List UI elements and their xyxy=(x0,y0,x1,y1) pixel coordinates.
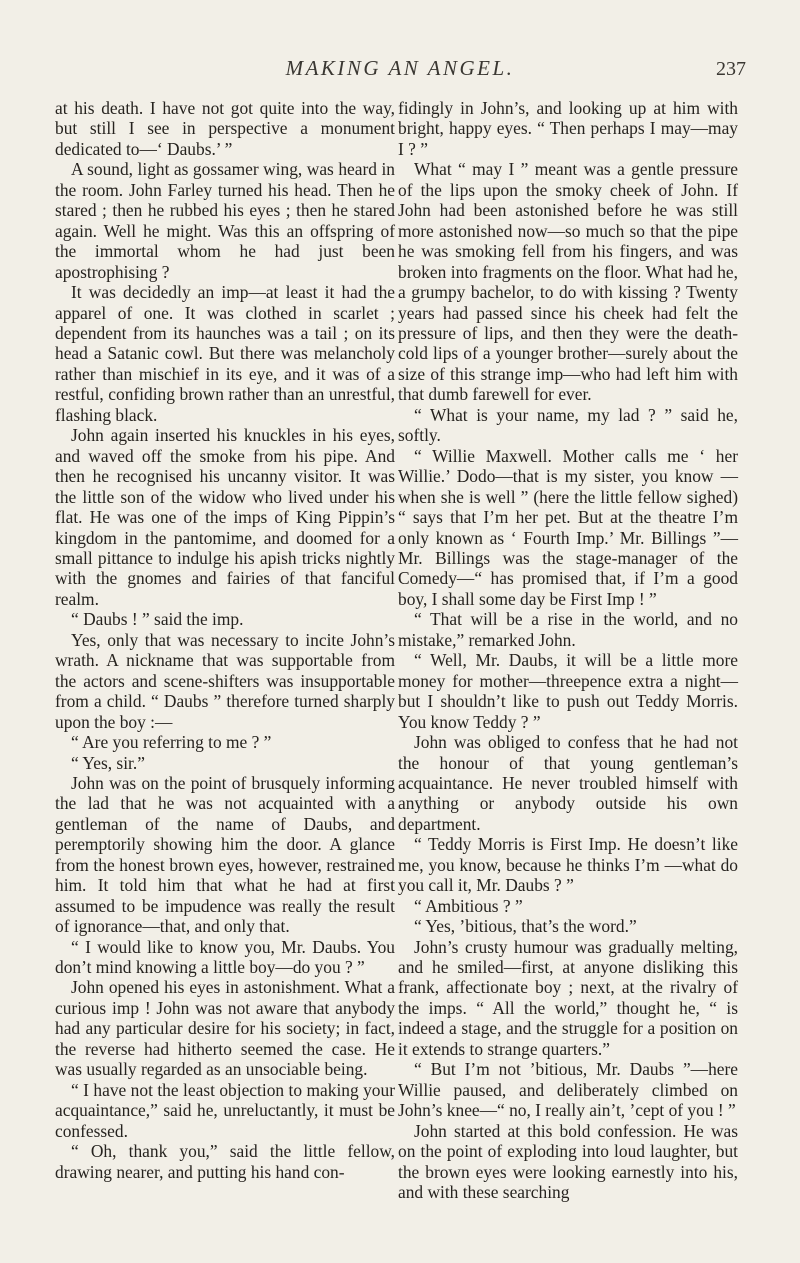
paragraph: What “ may I ” meant was a gentle pressure of the lips upon the smoky cheek of John. If John had been astonished before he was still more astonished now—so much so that the pipe he was smoking fell from his fingers, and was broken into fragments on the floor. What had he, a grumpy bachelor, to do with kissing ? Twenty years had passed since his cheek had felt the pressure of lips, and then they were the death-cold lips of a younger brother—surely about the size of this strange imp—who had left him with that dumb farewell for ever. xyxy=(398,159,738,405)
paragraph: “ Daubs ! ” said the imp. xyxy=(71,609,244,630)
paragraph: John was obliged to confess that he had not the honour of that young gentleman’s acquaintance. He never troubled himself with anything or anybody outside his own department. xyxy=(398,732,738,834)
paragraph: “ I would like to know you, Mr. Daubs. You don’t mind knowing a little boy—do you ? ” xyxy=(55,936,395,978)
paragraph: at his death. I have not got quite into the way, but still I see in perspective a monument dedicated to—‘ Daubs.’ ” xyxy=(55,98,395,159)
paragraph: “ I have not the least objection to making your acquaintance,” said he, unreluctantly, it must be confessed. xyxy=(55,1079,395,1141)
paragraph: John was on the point of brusquely informing the lad that he was not acquainted with a gentleman of the name of Daubs, and peremptorily showing him the door. A glance from the honest brown eyes, however, restrained him. It told him that what he had at first assumed to be impudence was really the result of ignorance—that, and only that. xyxy=(55,772,395,937)
paragraph: “ Ambitious ? ” xyxy=(414,895,523,916)
page-number: 237 xyxy=(716,58,746,80)
paragraph: “ Well, Mr. Daubs, it will be a little more money for mother—threepence extra a night—but I shouldn’t like to push out Teddy Morris. You know Teddy ? ” xyxy=(398,650,738,732)
paragraph: John’s crusty humour was gradually melting, and he smiled—first, at anyone disliking this frank, affectionate boy ; next, at the rivalry of the imps. “ All the world,” thought he, “ is indeed a stage, and the struggle for a position on it extends to strange quarters.” xyxy=(398,936,738,1059)
paragraph: “ Yes, ’bitious, that’s the word.” xyxy=(414,916,637,937)
paragraph: “ That will be a rise in the world, and no mistake,” remarked John. xyxy=(398,609,738,650)
paragraph: It was decidedly an imp—at least it had the apparel of one. It was clothed in scarlet ; dependent from its haunches was a tail ; on its head a Satanic cowl. But there was melancholy rather than mischief in its eye, and it was of a restful, confiding brown rather than an unrestful, flashing black. xyxy=(55,282,395,425)
paragraph: A sound, light as gossamer wing, was heard in the room. John Farley turned his head. Then he stared ; then he rubbed his eyes ; then he stared again. Well he might. Was this an offspring of the immortal whom he had just been apostrophising ? xyxy=(55,159,395,282)
right-column xyxy=(398,98,738,1202)
paragraph: fidingly in John’s, and looking up at him with bright, happy eyes. “ Then perhaps I may—may I ? ” xyxy=(398,98,738,159)
page-header xyxy=(0,56,800,86)
paragraph: “ Oh, thank you,” said the little fellow, drawing nearer, and putting his hand con- xyxy=(55,1141,395,1182)
paragraph: “ Teddy Morris is First Imp. He doesn’t like me, you know, because he thinks I’m —what do you call it, Mr. Daubs ? ” xyxy=(398,834,738,896)
running-title: MAKING AN ANGEL. xyxy=(285,56,515,80)
paragraph: “ But I’m not ’bitious, Mr. Daubs ”—here Willie paused, and deliberately climbed on John’s knee—“ no, I really ain’t, ’cept of you ! ” xyxy=(398,1059,738,1121)
paragraph: John started at this bold confession. He was on the point of exploding into loud laughter, but the brown eyes were looking earnestly into his, and with these searching xyxy=(398,1120,738,1203)
paragraph: “ Yes, sir.” xyxy=(71,752,145,773)
paragraph: “ Willie Maxwell. Mother calls me ‘ her Willie.’ Dodo—that is my sister, you know —when she is well ” (here the little fellow sighed) “ says that I’m her pet. But at the theatre I’m only known as ‘ Fourth Imp.’ Mr. Billings ”—Mr. Billings was the stage-manager of the Comedy—“ has promised that, if I’m a good boy, I shall some day be First Imp ! ” xyxy=(398,445,738,609)
paragraph: John opened his eyes in astonishment. What a curious imp ! John was not aware that anybody had any particular desire for his society; in fact, the reverse had hitherto seemed the case. He was usually regarded as an unsociable being. xyxy=(55,977,395,1080)
paragraph: “ Are you referring to me ? ” xyxy=(71,732,272,753)
paragraph: John again inserted his knuckles in his eyes, and waved off the smoke from his pipe. And then he recognised his uncanny visitor. It was the little son of the widow who lived under his flat. He was one of the imps of King Pippin’s kingdom in the pantomime, and doomed for a small pittance to indulge his apish tricks nightly with the gnomes and fairies of that fanciful realm. xyxy=(55,425,395,609)
paragraph: Yes, only that was necessary to incite John’s wrath. A nickname that was supportable from the actors and scene-shifters was insupportable from a child. “ Daubs ” therefore turned sharply upon the boy :— xyxy=(55,629,395,732)
paragraph: “ What is your name, my lad ? ” said he, softly. xyxy=(398,404,738,446)
left-column xyxy=(55,98,395,1182)
